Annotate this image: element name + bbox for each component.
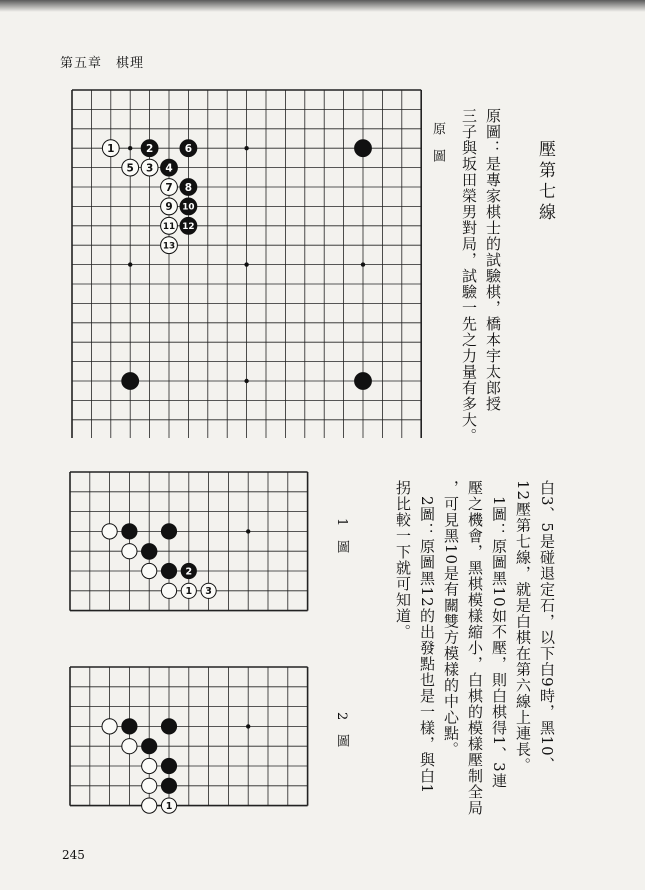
go-board-original	[70, 88, 422, 438]
commentary-line: 2圖：原圖黑12的出發點也是一樣，與白1	[418, 480, 436, 795]
white-stone	[181, 583, 196, 598]
white-stone	[201, 583, 216, 598]
stone-disc	[161, 563, 176, 578]
page-number: 245	[62, 848, 85, 862]
move-number: 1	[185, 586, 193, 598]
white-stone	[142, 563, 157, 578]
board-label-original: 原圖	[430, 122, 445, 176]
stone-disc	[161, 758, 176, 773]
commentary-line: 1圖：原圖黑10如不壓，則白棋得1、3連	[490, 480, 508, 789]
white-stone	[122, 739, 137, 754]
commentary-line: 壓之機會，黑棋模樣縮小，白棋的模樣壓制全局	[466, 480, 484, 816]
stone-disc	[161, 583, 176, 598]
black-stone	[122, 719, 137, 734]
black-stone	[161, 563, 176, 578]
move-number: 5	[126, 162, 134, 175]
commentary-line: 白3、5是碰退定石，以下白9時，黑10、	[538, 480, 556, 773]
star-point	[361, 262, 365, 266]
intro-paragraph	[457, 108, 505, 448]
board-label-figure-2: 2圖	[334, 712, 349, 762]
white-stone	[102, 719, 117, 734]
white-stone	[102, 140, 119, 157]
go-board-figure-2	[68, 665, 328, 830]
stone-disc	[122, 373, 139, 390]
star-point	[128, 262, 132, 266]
stone-disc	[142, 563, 157, 578]
move-number: 12	[182, 221, 195, 232]
move-number: 9	[165, 201, 173, 214]
board-label-figure-1: 1圖	[334, 518, 349, 568]
move-number: 3	[205, 586, 212, 598]
section-title: 壓第七線	[535, 140, 555, 224]
move-number: 7	[165, 181, 173, 194]
stone-disc	[122, 739, 137, 754]
black-stone	[355, 373, 372, 390]
white-stone	[161, 798, 176, 813]
commentary-line: 拐比較一下就可知道。	[394, 480, 412, 640]
stone-disc	[122, 524, 137, 539]
white-stone	[142, 758, 157, 773]
white-stone	[161, 583, 176, 598]
commentary-line: 12壓第七線，就是白棋在第六線上連長。	[514, 480, 532, 774]
black-stone	[180, 198, 197, 215]
move-number: 1	[165, 801, 173, 813]
black-stone	[180, 217, 197, 234]
black-stone	[122, 524, 137, 539]
stone-disc	[142, 778, 157, 793]
move-number: 11	[162, 221, 176, 232]
stone-disc	[142, 739, 157, 754]
stone-disc	[142, 798, 157, 813]
white-stone	[161, 198, 178, 215]
move-number: 3	[145, 162, 154, 175]
black-stone	[161, 159, 178, 176]
star-point	[244, 262, 248, 266]
star-point	[244, 379, 248, 383]
move-number: 2	[145, 142, 154, 155]
star-point	[128, 146, 132, 150]
stone-disc	[122, 544, 137, 559]
black-stone	[181, 563, 196, 578]
move-number: 10	[182, 202, 195, 213]
black-stone	[180, 179, 197, 196]
move-number: 1	[107, 142, 115, 155]
scan-shadow	[0, 0, 645, 12]
black-stone	[161, 524, 176, 539]
white-stone	[141, 159, 158, 176]
white-stone	[161, 217, 178, 234]
star-point	[246, 529, 250, 533]
stone-disc	[161, 778, 176, 793]
black-stone	[122, 373, 139, 390]
black-stone	[142, 544, 157, 559]
stone-disc	[161, 719, 176, 734]
black-stone	[161, 719, 176, 734]
go-board-figure-1	[68, 470, 328, 635]
white-stone	[142, 798, 157, 813]
star-point	[246, 724, 250, 728]
stone-disc	[142, 544, 157, 559]
commentary-paragraph	[391, 480, 559, 840]
white-stone	[122, 159, 139, 176]
white-stone	[122, 544, 137, 559]
stone-disc	[102, 524, 117, 539]
black-stone	[142, 739, 157, 754]
black-stone	[161, 778, 176, 793]
stone-disc	[102, 719, 117, 734]
white-stone	[161, 237, 178, 254]
commentary-line: ，可見黑10是有關雙方模樣的中心點。	[442, 480, 460, 758]
board-grid	[70, 667, 308, 806]
move-number: 8	[184, 181, 193, 194]
stone-disc	[142, 758, 157, 773]
black-stone	[355, 140, 372, 157]
black-stone	[180, 140, 197, 157]
move-number: 4	[165, 162, 173, 175]
white-stone	[161, 179, 178, 196]
stone-disc	[161, 524, 176, 539]
white-stone	[102, 524, 117, 539]
white-stone	[142, 778, 157, 793]
stone-disc	[355, 373, 372, 390]
chapter-header: 第五章 棋理	[60, 56, 145, 71]
stone-disc	[355, 140, 372, 157]
black-stone	[161, 758, 176, 773]
star-point	[244, 146, 248, 150]
move-number: 6	[184, 142, 193, 155]
black-stone	[141, 140, 158, 157]
intro-line: 原圖：是專家棋士的試驗棋，橋本宇太郎授	[484, 108, 502, 412]
move-number: 2	[185, 566, 193, 578]
intro-line: 三子與坂田榮男對局，試驗一先之力量有多大。	[460, 108, 478, 444]
stone-disc	[122, 719, 137, 734]
move-number: 13	[162, 241, 176, 252]
